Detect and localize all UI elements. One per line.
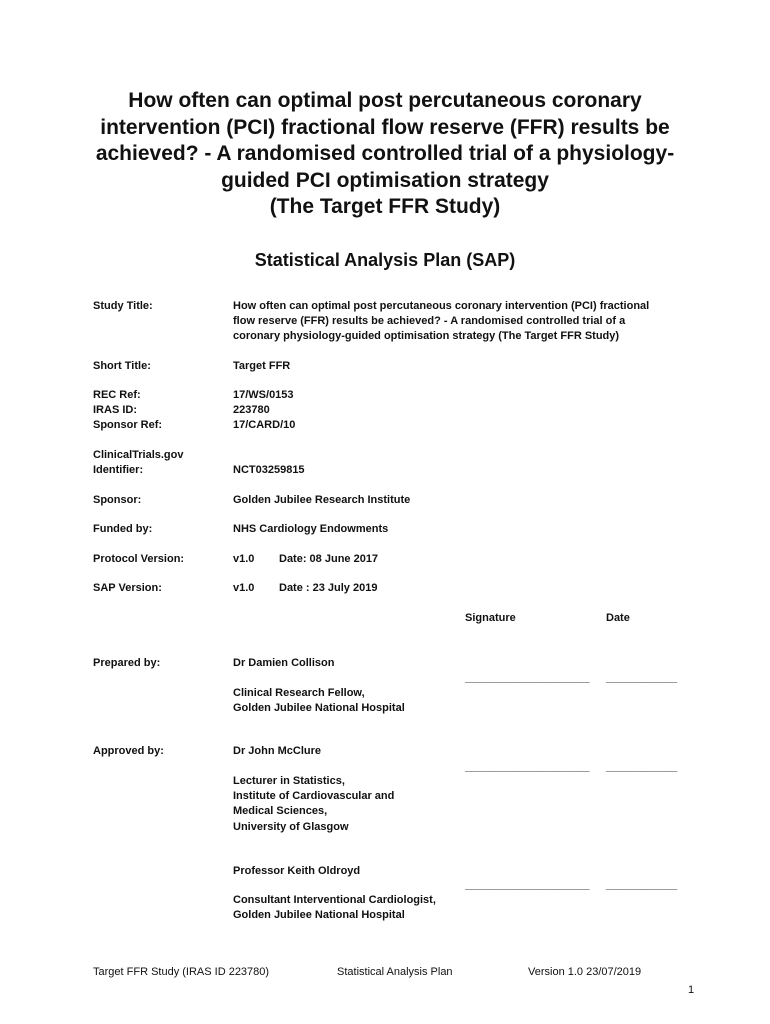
short-title-label: Short Title: (93, 360, 151, 372)
role-line: Golden Jubilee National Hospital (233, 909, 405, 922)
funded-label: Funded by: (93, 523, 153, 535)
prepared-by-role (233, 686, 405, 716)
role-line: Medical Sciences, (233, 805, 328, 818)
role-line: Institute of Cardiovascular and (233, 790, 395, 803)
iras-id-value: 223780 (233, 404, 270, 416)
footer-center: Statistical Analysis Plan (337, 966, 453, 978)
role-line: Consultant Interventional Cardiologist, (233, 894, 436, 906)
title-line: intervention (PCI) fractional flow reserve (FFR) results be (100, 115, 670, 139)
page-number: 1 (688, 984, 695, 996)
title-line: achieved? - A randomised controlled trial of a physiology- (95, 142, 675, 165)
sap-date-value: Date : 23 July 2019 (279, 582, 378, 594)
clinicaltrials-id-value: NCT03259815 (233, 464, 305, 476)
signature-line: _____________________ (465, 879, 590, 891)
protocol-date-value: Date: 08 June 2017 (279, 553, 379, 565)
prepared-by-label: Prepared by: (93, 657, 161, 669)
prepared-by-name: Dr Damien Collison (233, 657, 335, 669)
sap-version-value: v1.0 (233, 582, 255, 594)
signature-line: _____________________ (465, 672, 590, 684)
document-subtitle: Statistical Analysis Plan (SAP) (254, 250, 516, 270)
clinicaltrials-label-2: Identifier: (93, 464, 144, 476)
sponsor-ref-label: Sponsor Ref: (93, 419, 163, 431)
clinicaltrials-label: ClinicalTrials.gov (93, 449, 184, 461)
protocol-version-value: v1.0 (233, 553, 255, 565)
approver2-role (233, 893, 436, 923)
study-title-line: How often can optimal post percutaneous coronary intervention (PCI) fractional (233, 300, 650, 312)
date-header: Date (606, 612, 630, 624)
title-line: (The Target FFR Study) (269, 195, 501, 218)
rec-ref-value: 17/WS/0153 (233, 389, 294, 401)
role-line: Golden Jubilee National Hospital (233, 702, 405, 715)
document-title (60, 88, 710, 221)
approved-by-label: Approved by: (93, 745, 164, 757)
study-title-line: coronary physiology-guided optimisation strategy (The Target FFR Study) (233, 330, 620, 343)
date-line: ____________ (606, 879, 678, 891)
study-title-line: flow reserve (FFR) results be achieved? - A randomised controlled trial of a (233, 315, 626, 328)
date-line: ____________ (606, 761, 678, 773)
iras-id-label: IRAS ID: (93, 404, 137, 416)
signature-line: _____________________ (465, 761, 590, 773)
approver1-role (233, 774, 394, 835)
title-line: How often can optimal post percutaneous coronary (128, 89, 642, 112)
sponsor-value: Golden Jubilee Research Institute (233, 494, 411, 506)
role-line: Clinical Research Fellow, (233, 687, 365, 699)
funded-value: NHS Cardiology Endowments (233, 523, 389, 535)
sponsor-label: Sponsor: (93, 494, 142, 506)
protocol-version-label: Protocol Version: (93, 553, 185, 565)
rec-ref-label: REC Ref: (93, 389, 141, 401)
role-line: University of Glasgow (233, 820, 349, 833)
sponsor-ref-value: 17/CARD/10 (233, 419, 296, 431)
sap-version-label: SAP Version: (93, 582, 162, 594)
footer-right: Version 1.0 23/07/2019 (528, 966, 642, 978)
title-line: guided PCI optimisation strategy (221, 168, 549, 192)
approver2-name: Professor Keith Oldroyd (233, 865, 361, 877)
role-line: Lecturer in Statistics, (233, 775, 345, 787)
study-title-label: Study Title: (93, 300, 153, 312)
date-line: ____________ (606, 672, 678, 684)
study-title-value (233, 299, 649, 345)
footer-left: Target FFR Study (IRAS ID 223780) (93, 966, 270, 978)
short-title-value: Target FFR (233, 360, 291, 372)
signature-header: Signature (465, 612, 516, 624)
approver1-name: Dr John McClure (233, 745, 322, 757)
